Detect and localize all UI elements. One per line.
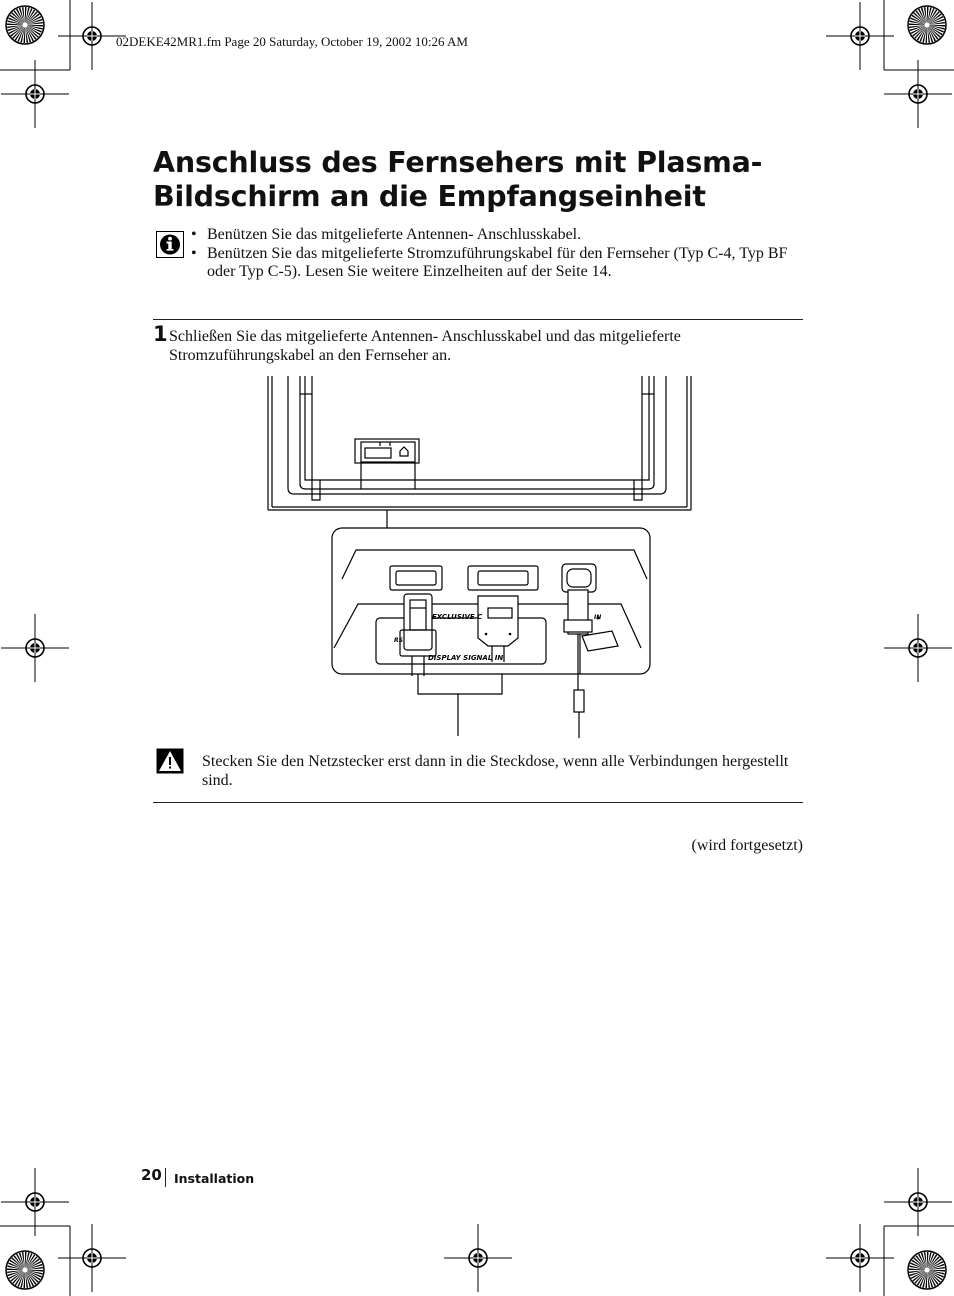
registration-mark-icon [444, 1224, 512, 1292]
small-port-label: RS [394, 637, 403, 644]
tv-rear-illustration [268, 376, 691, 510]
page-title-line2: Bildschirm an die Empfangseinheit [153, 180, 706, 213]
connection-diagram [260, 376, 700, 740]
registration-mark-icon [58, 1224, 126, 1292]
section-name: Installation [174, 1171, 255, 1186]
page-title-line1: Anschluss des Fernsehers mit Plasma- [153, 146, 763, 179]
step-instruction: Schließen Sie das mitgelieferte Antennen- Anschlusskabel und das mitgelieferte Stromzuführungskabel an den Fernseher an. [169, 328, 681, 364]
note-item [191, 245, 803, 282]
starburst-target-icon [6, 6, 44, 44]
registration-mark-icon [1, 614, 69, 682]
starburst-target-icon [6, 1251, 44, 1289]
page-number-separator [165, 1168, 166, 1187]
power-in-label: IN [594, 614, 602, 621]
display-signal-label: DISPLAY SIGNAL IN [428, 654, 504, 662]
notes-list [191, 226, 803, 282]
starburst-target-icon [908, 6, 946, 44]
bullet: • [191, 226, 197, 243]
divider [153, 319, 803, 320]
warning-icon [156, 748, 184, 774]
note-text: Benützen Sie das mitgelieferte Antennen- Anschlusskabel. [207, 226, 582, 243]
exclusive-connector-label: EXCLUSIVE C [432, 613, 483, 621]
continued-note: (wird fortgesetzt) [691, 837, 803, 854]
note-text: Benützen Sie das mitgelieferte Stromzuführungskabel für den Fernseher (Typ C-4, Typ BF oder Typ C-5). Lesen Sie weitere Einzelheiten auf der Seite 14. [207, 244, 788, 280]
file-info-header: 02DEKE42MR1.fm Page 20 Saturday, October 19, 2002 10:26 AM [116, 34, 468, 49]
bullet: • [191, 244, 197, 262]
page-number: 20 [141, 1166, 162, 1184]
starburst-target-icon [908, 1251, 946, 1289]
note-item [191, 226, 803, 245]
warning-text: Stecken Sie den Netzstecker erst dann in die Steckdose, wenn alle Verbindungen hergestellt sind. [202, 753, 789, 789]
info-icon [156, 231, 184, 258]
page-title [153, 146, 833, 214]
step-number: 1 [153, 322, 168, 346]
divider [153, 802, 803, 803]
registration-mark-icon [884, 614, 952, 682]
